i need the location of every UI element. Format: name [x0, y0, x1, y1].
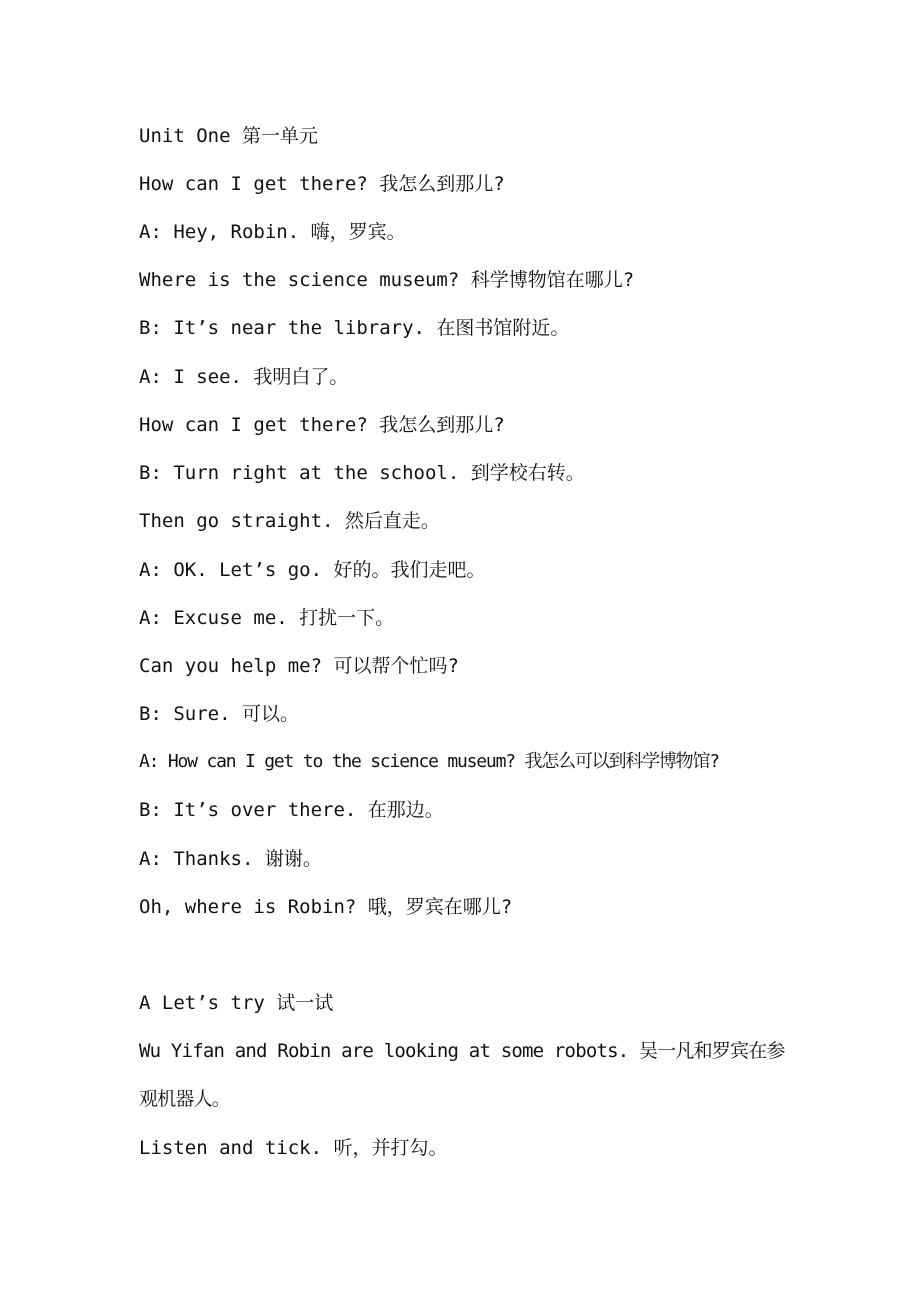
dialogue-line: A: Hey, Robin. 嗨，罗宾。: [139, 221, 406, 243]
dialogue-line: A: OK. Let’s go. 好的。我们走吧。: [139, 559, 486, 581]
dialogue-line: Can you help me? 可以帮个忙吗?: [139, 655, 459, 677]
unit-title: Unit One 第一单元: [139, 125, 318, 147]
dialogue-line: B: It’s near the library. 在图书馆附近。: [139, 317, 570, 339]
dialogue-line: A: Excuse me. 打扰一下。: [139, 607, 395, 629]
dialogue-line: A: How can I get to the science museum? 我怎么可以到科学博物馆?: [139, 751, 719, 772]
dialogue-line: B: It’s over there. 在那边。: [139, 799, 444, 821]
dialogue-line: How can I get there? 我怎么到那儿?: [139, 173, 505, 195]
dialogue-line: B: Turn right at the school. 到学校右转。: [139, 462, 585, 484]
dialogue-line: Oh, where is Robin? 哦，罗宾在哪儿?: [139, 896, 513, 918]
dialogue-line: B: Sure. 可以。: [139, 703, 299, 725]
dialogue-line: A: Thanks. 谢谢。: [139, 848, 322, 870]
dialogue-line: Where is the science museum? 科学博物馆在哪儿?: [139, 269, 635, 291]
dialogue-line: A: I see. 我明白了。: [139, 366, 349, 388]
dialogue-line: Then go straight. 然后直走。: [139, 510, 440, 532]
section-heading: A Let’s try 试一试: [139, 992, 334, 1014]
section-instruction: Listen and tick. 听，并打勾。: [139, 1137, 448, 1159]
section-intro: Wu Yifan and Robin are looking at some robots. 吴一凡和罗宾在参观机器人。: [139, 1040, 785, 1110]
dialogue-line: How can I get there? 我怎么到那儿?: [139, 414, 505, 436]
